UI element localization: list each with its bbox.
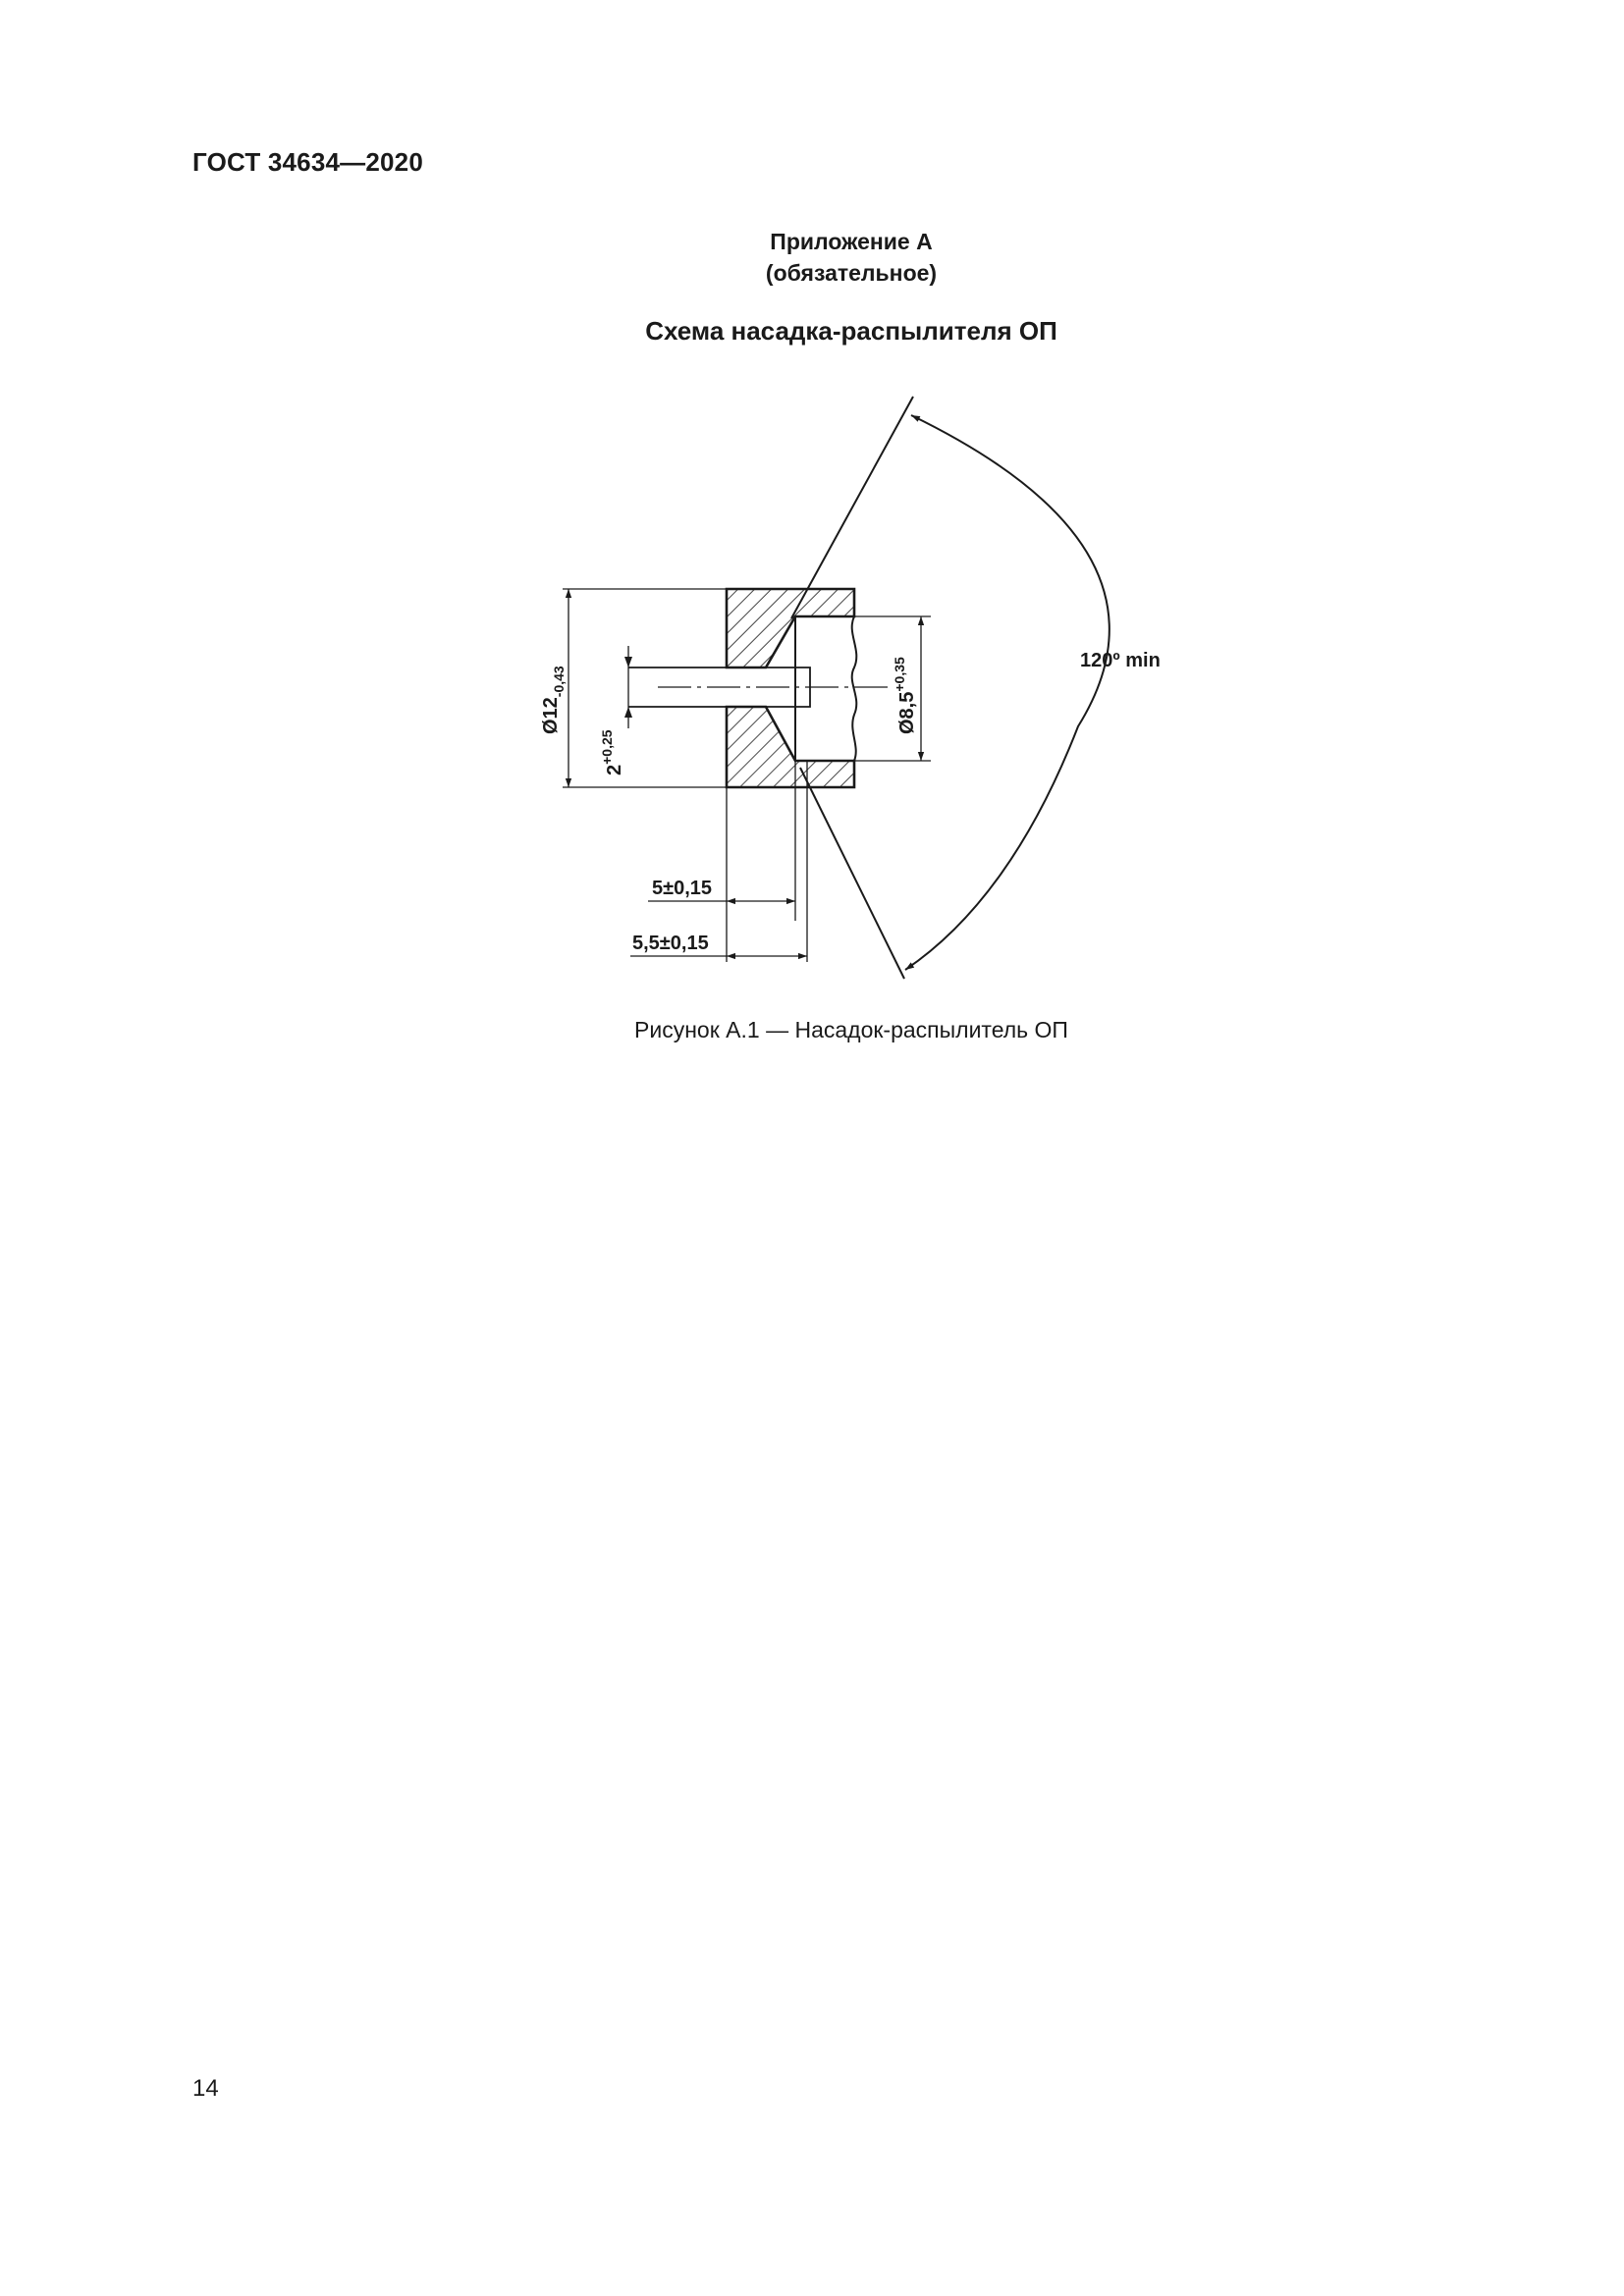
appendix-status: (обязательное) <box>765 260 938 286</box>
nozzle-drawing-svg <box>511 383 1257 991</box>
spray-line-lower <box>800 768 904 979</box>
hole-arrow-top <box>624 657 632 667</box>
angle-arc <box>905 415 1110 970</box>
lower-wall-section <box>727 707 854 787</box>
hole-diameter-label: 2+0,25 <box>599 729 625 775</box>
nozzle-drawing <box>511 383 1257 991</box>
bore-diameter-label: Ø8,5+0,35 <box>892 657 918 734</box>
appendix-title: Приложение А <box>770 229 933 254</box>
appendix-heading <box>0 226 1624 289</box>
upper-wall-section <box>727 589 854 667</box>
outer-diameter-label: Ø12-0,43 <box>540 666 567 734</box>
bore-break-line <box>852 616 857 761</box>
page-number: 14 <box>192 2075 219 2102</box>
length-inner-label: 5±0,15 <box>652 878 713 899</box>
spray-line-upper <box>791 397 913 618</box>
figure-caption: Рисунок А.1 — Насадок-распылитель ОП <box>634 1017 1068 1042</box>
angle-label: 120º min <box>1080 650 1161 671</box>
scheme-title: Схема насадка-распылителя ОП <box>645 316 1057 346</box>
length-total-label: 5,5±0,15 <box>632 933 709 954</box>
standard-header: ГОСТ 34634—2020 <box>192 147 423 177</box>
hole-arrow-bottom <box>624 707 632 718</box>
